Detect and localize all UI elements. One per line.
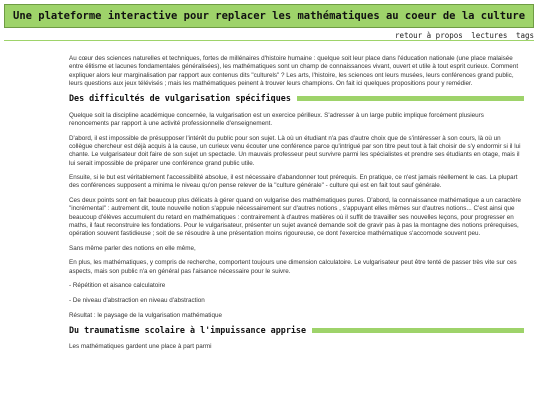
section-heading	[69, 326, 524, 334]
paragraph: Sans même parler des notions en elle même,	[69, 244, 196, 252]
paragraph: Quelque soit la discipline académique concernée, la vulgarisation est un exercice périlleux. S'adresser à un large public implique forcément plusieurs renoncements par rapport à une activité professionnelle d'enseignement.	[69, 111, 484, 128]
paragraph: Ces deux points sont en fait beaucoup plus délicats à gérer quand on vulgarise des mathématiques pures. D'abord, la connaissance mathématique a un caractère "incrémental" : autrement dit, toute nouvelle notion s'appuie nécessairement sur d'autres notions , s'appuyant elles mêmes sur d'autres notions... C'est ainsi que beaucoup d'élèves accumulent du retard en mathématiques : contrairement à d'autres matières où il suffit de travailler ses nouvelles leçons, pour progresser en maths, il faut reconstruire les fondations. Pour le vulgarisateur, présenter un sujet avancé demande soit de gravir pas à pas la montagne des notions prérequises, opération souvent fastidieuse ; soit de se résoudre à une présentation moins rigoureuse, ce dont l'exercice mathématique s'accomode souvent peu.	[69, 197, 522, 238]
list-item: - De niveau d'abstraction en niveau d'abstraction	[69, 296, 205, 304]
section-heading	[69, 94, 524, 102]
paragraph: Ensuite, si le but est véritablement l'accessibilité absolue, il est nécessaire d'abandonner tout prérequis. En pratique, ce n'est jamais réellement le cas. La plupart des conférences supposent a minima le niveau qu'on pense relever de la "culture générale" - culture qui est en fait tout sauf générale.	[69, 174, 518, 190]
paragraph: Les mathématiques gardent une place à part parmi	[69, 343, 212, 351]
section-title: Des difficultés de vulgarisation spécifiques	[69, 93, 291, 104]
paragraph: Résultat : le paysage de la vulgarisation mathématique	[69, 311, 222, 319]
site-title: Une plateforme interactive pour replacer les mathématiques au coeur de la culture	[13, 10, 526, 22]
nav-divider	[4, 40, 534, 41]
site-header	[4, 4, 534, 28]
article-body	[69, 55, 524, 358]
section-bar	[312, 328, 524, 333]
section-bar	[297, 96, 524, 101]
section-title: Du traumatisme scolaire à l'impuissance apprise	[69, 325, 306, 336]
nav-link-tags[interactable]: tags	[515, 31, 534, 40]
nav-link-lectures[interactable]: lectures	[471, 31, 508, 40]
paragraph: En plus, les mathématiques, y compris de recherche, comportent toujours une dimension calculatoire. Le vulgarisateur peut être tenté de passer très vite sur ces aspects, mais son public n'a en général pas l'aisance nécessaire pour le suivre.	[69, 259, 517, 275]
list-item: - Répétition et aisance calculatoire	[69, 282, 166, 290]
top-nav	[391, 31, 534, 40]
intro-paragraph: Au cœur des sciences naturelles et techniques, fortes de millénaires d'histoire humaine : quelque soit leur place dans l'éducation nationale (une place malaisée entre élitisme et lacunes fondamentales généralisées), les mathématiques sont un champ de connaissances vivant, ouvert et utile à tout esprit curieux. Comment expliquer alors leur marginalisation par rapport aux contenus dits "culturels" ? Les arts, l'histoire, les sciences ont leurs musées, leurs conférences grand public, leurs questions aux jeux télévisés ; mais les mathématiques peinent à trouver leurs champions. On fait ici quelques propositions pour y remédier.	[69, 55, 519, 87]
paragraph: D'abord, il est impossible de présupposer l'intérêt du public pour son sujet. Là où un étudiant n'a pas d'autre choix que de s'intéresser à son cours, là où un collègue chercheur est déjà acquis à la cause, un curieux venu écouter une conférence parce qu'intrigué par son titre peut tout à fait choisir de s'y endormir si il lui chante. Le vulgarisateur doit faire de son sujet un spectacle. Un mauvais professeur peut survivre parmi les spécialistes et prendre ses étudiants en otage, mais il lui serait impossible de préparer une conférence grand public utile.	[69, 134, 521, 167]
nav-link-retour-a-propos[interactable]: retour à propos	[395, 31, 463, 40]
